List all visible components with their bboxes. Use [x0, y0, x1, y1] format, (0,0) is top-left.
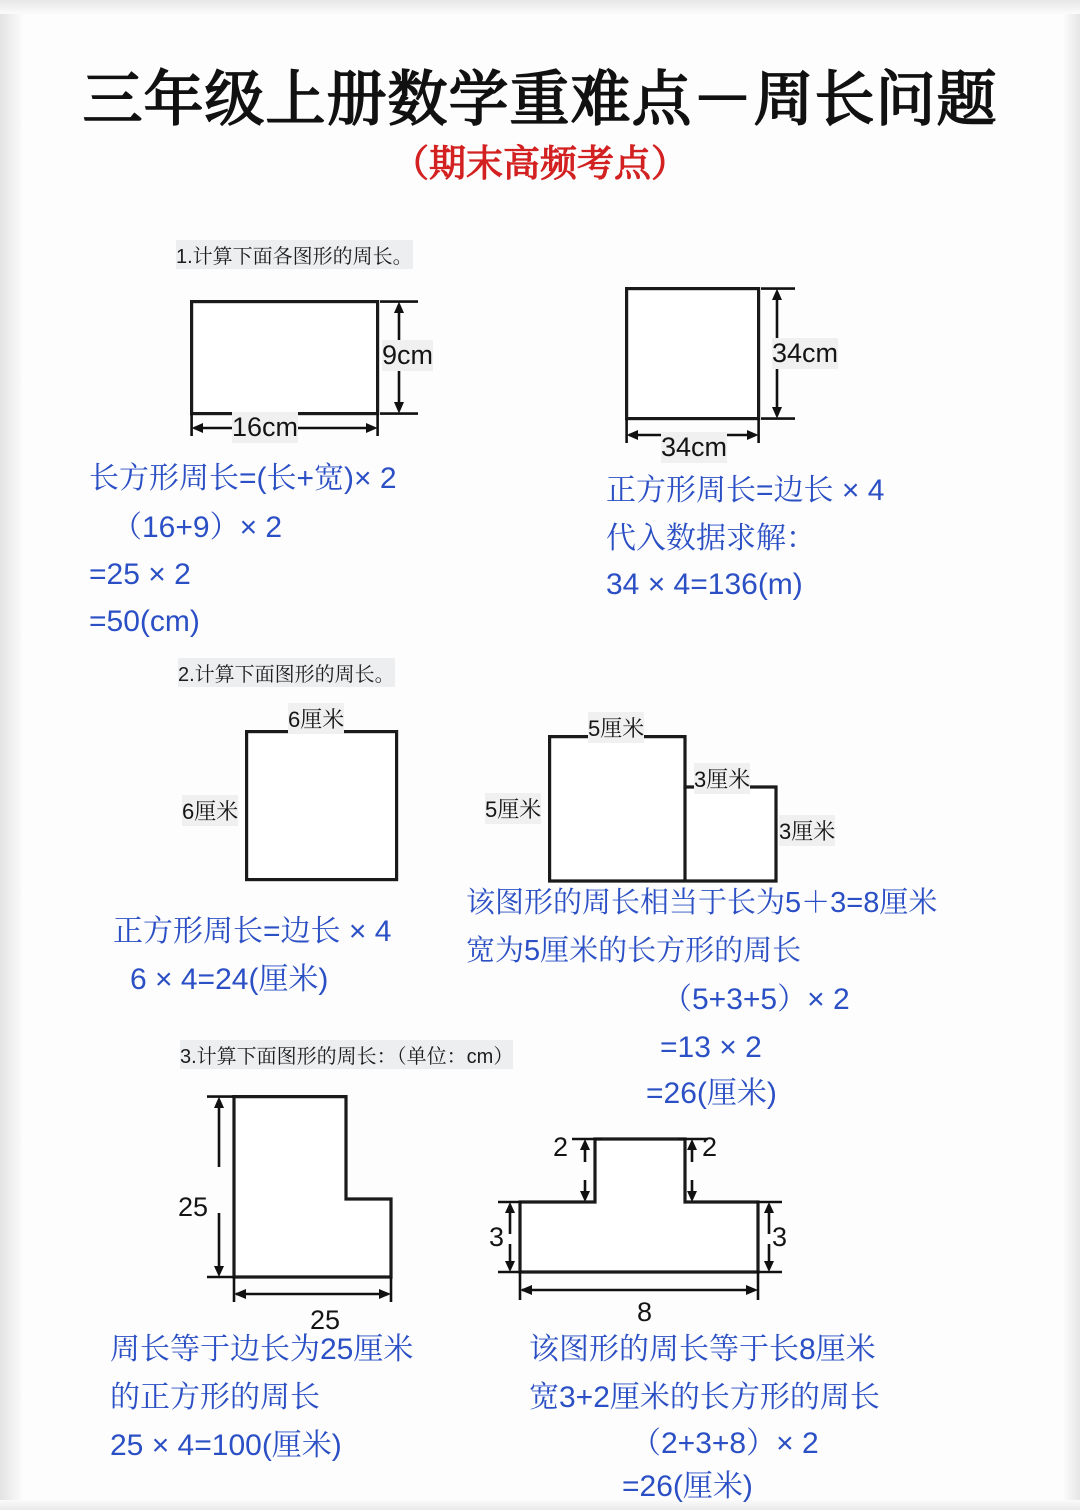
step-shape-solution-line-3: （5+3+5）× 2 — [662, 983, 850, 1016]
square-6-figure — [245, 730, 400, 882]
square-6-solution-line-1: 正方形周长=边长 × 4 — [113, 915, 392, 948]
rectangle-solution-line-3: =25 × 2 — [89, 558, 191, 591]
page-subtitle: （期末高频考点） — [392, 143, 688, 184]
l-shape-left-label: 25 — [178, 1192, 209, 1222]
t-shape-right-label: 3 — [772, 1222, 788, 1252]
problem-1-heading: 1.计算下面各图形的周长。 — [176, 240, 413, 269]
step-shape-solution-line-1: 该图形的周长相当于长为5＋3=8厘米 — [466, 887, 938, 919]
t-shape-top-right-label: 2 — [702, 1132, 718, 1162]
step-shape-figure — [548, 735, 783, 885]
step-shape-solution-line-4: =13 × 2 — [660, 1031, 762, 1064]
problem-2-heading: 2.计算下面图形的周长。 — [178, 658, 395, 687]
square-6-solution-line-2: 6 × 4=24(厘米) — [130, 963, 329, 996]
page-edge-bottom — [0, 1500, 1080, 1510]
t-shape-left-label: 3 — [489, 1222, 505, 1252]
rectangle-width-label: 16cm — [232, 412, 299, 442]
t-shape-solution-line-3: （2+3+8）× 2 — [631, 1427, 819, 1460]
t-shape-solution-line-4: =26(厘米) — [622, 1470, 753, 1503]
page-edge-left — [0, 0, 22, 1510]
step-shape-right-label: 3厘米 — [779, 815, 835, 846]
square-34-width-label: 34cm — [661, 432, 728, 462]
step-shape-solution-line-5: =26(厘米) — [646, 1077, 777, 1110]
square-6-left-label: 6厘米 — [182, 795, 238, 826]
rectangle-height-label: 9cm — [382, 340, 434, 370]
t-shape-figure — [510, 1122, 788, 1302]
square-34-height-label: 34cm — [772, 338, 839, 368]
l-shape-solution-line-3: 25 × 4=100(厘米) — [110, 1429, 342, 1462]
t-shape-bottom-label: 8 — [637, 1297, 653, 1327]
page-edge-top — [0, 0, 1080, 14]
l-shape-figure — [205, 1095, 405, 1300]
t-shape-solution-line-2: 宽3+2厘米的长方形的周长 — [529, 1381, 880, 1414]
step-shape-top-left-label: 5厘米 — [588, 712, 644, 743]
t-shape-top-left-label: 2 — [553, 1132, 569, 1162]
square-6-top-label: 6厘米 — [288, 703, 344, 734]
rectangle-solution-line-2: （16+9）× 2 — [112, 511, 283, 544]
l-shape-solution-line-1: 周长等于边长为25厘米 — [110, 1333, 414, 1366]
step-shape-left-label: 5厘米 — [485, 793, 541, 824]
page-edge-right — [1064, 0, 1080, 1510]
l-shape-bottom-label: 25 — [310, 1305, 341, 1335]
square-34-solution-line-1: 正方形周长=边长 × 4 — [606, 474, 885, 507]
step-shape-top-right-label: 3厘米 — [694, 763, 750, 794]
square-34-solution-line-3: 34 × 4=136(m) — [606, 568, 803, 601]
problem-3-heading: 3.计算下面图形的周长：（单位：cm） — [180, 1040, 513, 1069]
l-shape-solution-line-2: 的正方形的周长 — [110, 1381, 320, 1414]
t-shape-solution-line-1: 该图形的周长等于长8厘米 — [529, 1333, 876, 1366]
step-shape-solution-line-2: 宽为5厘米的长方形的周长 — [466, 935, 802, 967]
rectangle-solution-line-4: =50(cm) — [89, 605, 200, 638]
rectangle-solution-line-1: 长方形周长=(长+宽)× 2 — [89, 462, 397, 495]
square-34-solution-line-2: 代入数据求解： — [606, 522, 816, 555]
page-title: 三年级上册数学重难点－周长问题 — [82, 66, 998, 133]
